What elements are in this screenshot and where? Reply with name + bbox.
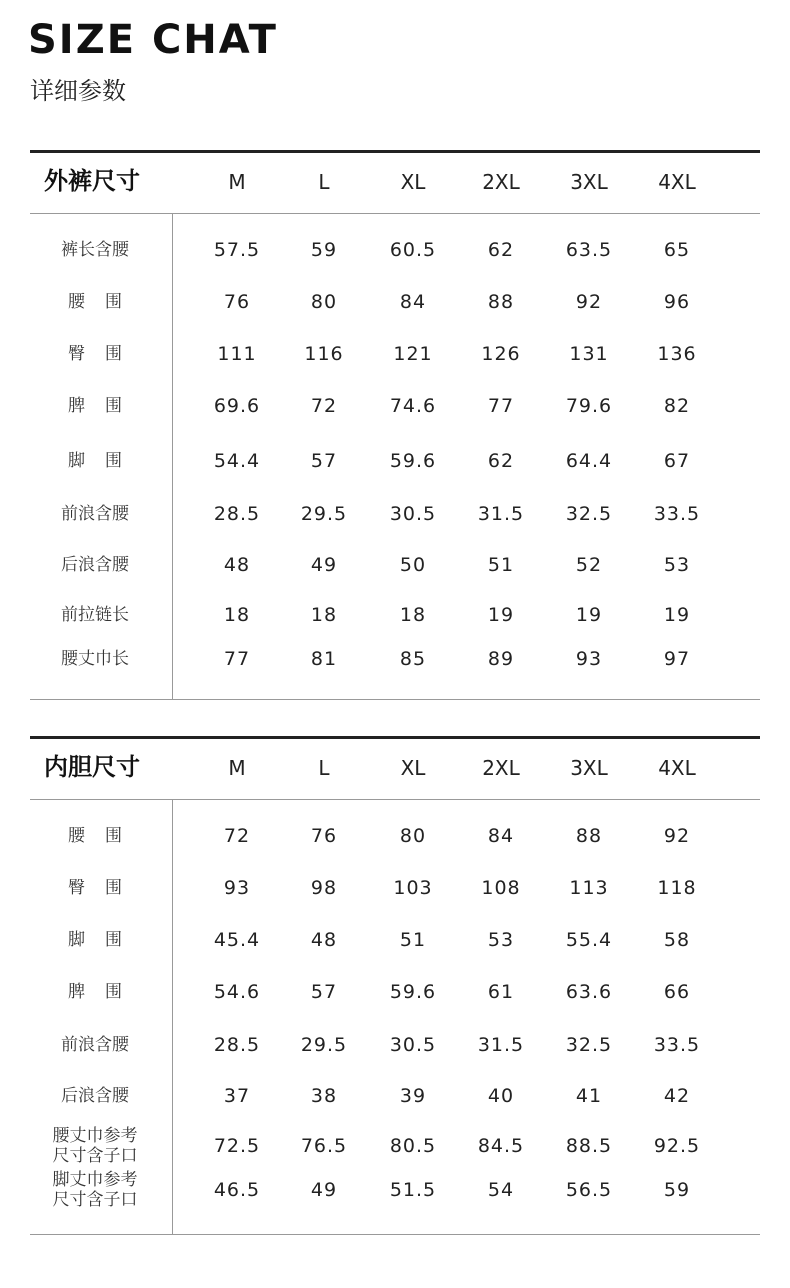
table-row [30, 595, 760, 635]
table-row [30, 545, 760, 585]
table-row [30, 1076, 760, 1116]
row-label: 后浪含腰 [61, 555, 129, 575]
size-value-4xl: 59 [663, 1179, 691, 1201]
size-value-l: 76 [310, 825, 338, 847]
size-header-3xl: 3XL [570, 170, 608, 194]
size-value-m: 54.6 [213, 981, 261, 1003]
table-header-rule [30, 213, 760, 214]
size-value-4xl: 33.5 [653, 503, 701, 525]
size-value-3xl: 63.6 [565, 981, 613, 1003]
size-value-l: 48 [310, 929, 338, 951]
table-bottom-rule [30, 699, 760, 700]
size-value-xl: 30.5 [389, 1034, 437, 1056]
size-header-l: L [318, 756, 330, 780]
size-value-l: 29.5 [300, 503, 348, 525]
size-value-xl: 51.5 [389, 1179, 437, 1201]
size-value-3xl: 64.4 [565, 450, 613, 472]
size-value-4xl: 58 [663, 929, 691, 951]
size-value-4xl: 53 [663, 554, 691, 576]
size-value-m: 28.5 [213, 503, 261, 525]
size-value-2xl: 53 [487, 929, 515, 951]
size-value-m: 76 [223, 291, 251, 313]
size-value-3xl: 56.5 [565, 1179, 613, 1201]
size-value-4xl: 92.5 [653, 1135, 701, 1157]
size-value-xl: 59.6 [389, 450, 437, 472]
row-label: 腰丈巾参考 尺寸含子口 [52, 1126, 138, 1166]
size-value-3xl: 32.5 [565, 503, 613, 525]
size-value-3xl: 19 [575, 604, 603, 626]
row-label: 脚围 [68, 451, 142, 471]
size-header-2xl: 2XL [482, 170, 520, 194]
row-label: 脾围 [68, 396, 142, 416]
size-value-m: 72 [223, 825, 251, 847]
size-value-3xl: 32.5 [565, 1034, 613, 1056]
size-value-xl: 51 [399, 929, 427, 951]
size-value-2xl: 77 [487, 395, 515, 417]
table-row [30, 494, 760, 534]
table-header-label: 外裤尺寸 [44, 167, 140, 195]
size-value-l: 116 [304, 343, 344, 365]
size-value-2xl: 62 [487, 239, 515, 261]
row-label: 前拉链长 [61, 605, 129, 625]
size-value-2xl: 61 [487, 981, 515, 1003]
size-value-xl: 84 [399, 291, 427, 313]
size-value-2xl: 51 [487, 554, 515, 576]
table-row [30, 386, 760, 426]
size-value-m: 72.5 [213, 1135, 261, 1157]
size-value-2xl: 40 [487, 1085, 515, 1107]
size-value-3xl: 52 [575, 554, 603, 576]
size-value-l: 76.5 [300, 1135, 348, 1157]
size-value-2xl: 84.5 [477, 1135, 525, 1157]
table-row [30, 1170, 760, 1210]
table-row [30, 1126, 760, 1166]
size-value-l: 38 [310, 1085, 338, 1107]
size-value-m: 37 [223, 1085, 251, 1107]
row-label: 脾围 [68, 982, 142, 1002]
size-value-2xl: 108 [481, 877, 521, 899]
size-header-4xl: 4XL [658, 170, 696, 194]
size-header-4xl: 4XL [658, 756, 696, 780]
size-value-2xl: 31.5 [477, 503, 525, 525]
table-column-divider [172, 799, 173, 1234]
size-value-xl: 80 [399, 825, 427, 847]
table-row [30, 816, 760, 856]
size-value-3xl: 88 [575, 825, 603, 847]
size-value-m: 77 [223, 648, 251, 670]
size-header-xl: XL [400, 170, 426, 194]
row-label: 后浪含腰 [61, 1086, 129, 1106]
size-value-2xl: 89 [487, 648, 515, 670]
size-value-xl: 74.6 [389, 395, 437, 417]
size-value-3xl: 88.5 [565, 1135, 613, 1157]
size-value-l: 59 [310, 239, 338, 261]
table-row [30, 1025, 760, 1065]
size-value-4xl: 19 [663, 604, 691, 626]
table-row [30, 230, 760, 270]
size-value-m: 28.5 [213, 1034, 261, 1056]
size-value-m: 111 [217, 343, 257, 365]
size-value-4xl: 42 [663, 1085, 691, 1107]
size-value-3xl: 93 [575, 648, 603, 670]
size-value-l: 80 [310, 291, 338, 313]
size-value-3xl: 41 [575, 1085, 603, 1107]
size-value-2xl: 62 [487, 450, 515, 472]
size-header-m: M [228, 170, 246, 194]
size-value-2xl: 84 [487, 825, 515, 847]
row-label: 腰丈巾长 [61, 649, 129, 669]
size-value-l: 57 [310, 981, 338, 1003]
size-value-4xl: 82 [663, 395, 691, 417]
size-value-xl: 18 [399, 604, 427, 626]
size-value-4xl: 65 [663, 239, 691, 261]
row-label: 臀围 [68, 344, 142, 364]
size-header-3xl: 3XL [570, 756, 608, 780]
table-row [30, 441, 760, 481]
size-value-4xl: 33.5 [653, 1034, 701, 1056]
size-value-m: 57.5 [213, 239, 261, 261]
table-row [30, 972, 760, 1012]
size-value-m: 46.5 [213, 1179, 261, 1201]
size-value-xl: 50 [399, 554, 427, 576]
size-header-l: L [318, 170, 330, 194]
size-value-2xl: 126 [481, 343, 521, 365]
size-value-4xl: 66 [663, 981, 691, 1003]
size-value-l: 49 [310, 554, 338, 576]
size-value-4xl: 96 [663, 291, 691, 313]
row-label: 腰围 [68, 826, 142, 846]
inner-lining-size-table [30, 736, 760, 1236]
size-value-l: 57 [310, 450, 338, 472]
size-value-3xl: 79.6 [565, 395, 613, 417]
size-value-l: 49 [310, 1179, 338, 1201]
outer-pants-size-table [30, 150, 760, 700]
size-value-2xl: 54 [487, 1179, 515, 1201]
size-value-4xl: 118 [657, 877, 697, 899]
size-value-l: 72 [310, 395, 338, 417]
size-header-2xl: 2XL [482, 756, 520, 780]
size-value-xl: 80.5 [389, 1135, 437, 1157]
size-header-m: M [228, 756, 246, 780]
table-row [30, 334, 760, 374]
size-value-xl: 30.5 [389, 503, 437, 525]
table-row [30, 282, 760, 322]
size-value-4xl: 136 [657, 343, 697, 365]
row-label: 腰围 [68, 292, 142, 312]
table-bottom-rule [30, 1234, 760, 1235]
size-value-m: 45.4 [213, 929, 261, 951]
size-value-xl: 59.6 [389, 981, 437, 1003]
size-value-l: 29.5 [300, 1034, 348, 1056]
size-value-m: 54.4 [213, 450, 261, 472]
size-value-4xl: 92 [663, 825, 691, 847]
size-value-m: 18 [223, 604, 251, 626]
size-value-l: 18 [310, 604, 338, 626]
size-value-m: 48 [223, 554, 251, 576]
size-value-4xl: 97 [663, 648, 691, 670]
table-top-rule [30, 150, 760, 153]
row-label: 脚丈巾参考 尺寸含子口 [52, 1170, 138, 1210]
table-header-rule [30, 799, 760, 800]
size-value-3xl: 131 [569, 343, 609, 365]
size-value-l: 81 [310, 648, 338, 670]
row-label: 裤长含腰 [61, 240, 129, 260]
page-title: SIZE CHAT [28, 17, 278, 63]
size-value-3xl: 63.5 [565, 239, 613, 261]
table-top-rule [30, 736, 760, 739]
row-label: 前浪含腰 [61, 504, 129, 524]
table-header-label: 内胆尺寸 [44, 753, 140, 781]
row-label: 前浪含腰 [61, 1035, 129, 1055]
size-value-3xl: 92 [575, 291, 603, 313]
size-value-m: 69.6 [213, 395, 261, 417]
size-value-4xl: 67 [663, 450, 691, 472]
table-row [30, 868, 760, 908]
table-row [30, 639, 760, 679]
size-header-xl: XL [400, 756, 426, 780]
page-subtitle: 详细参数 [30, 77, 126, 105]
size-value-m: 93 [223, 877, 251, 899]
size-value-2xl: 31.5 [477, 1034, 525, 1056]
size-value-xl: 85 [399, 648, 427, 670]
size-value-xl: 103 [393, 877, 433, 899]
size-value-l: 98 [310, 877, 338, 899]
size-value-xl: 60.5 [389, 239, 437, 261]
size-value-3xl: 113 [569, 877, 609, 899]
size-value-xl: 121 [393, 343, 433, 365]
size-value-3xl: 55.4 [565, 929, 613, 951]
size-value-xl: 39 [399, 1085, 427, 1107]
size-value-2xl: 88 [487, 291, 515, 313]
table-row [30, 920, 760, 960]
row-label: 臀围 [68, 878, 142, 898]
row-label: 脚围 [68, 930, 142, 950]
size-value-2xl: 19 [487, 604, 515, 626]
